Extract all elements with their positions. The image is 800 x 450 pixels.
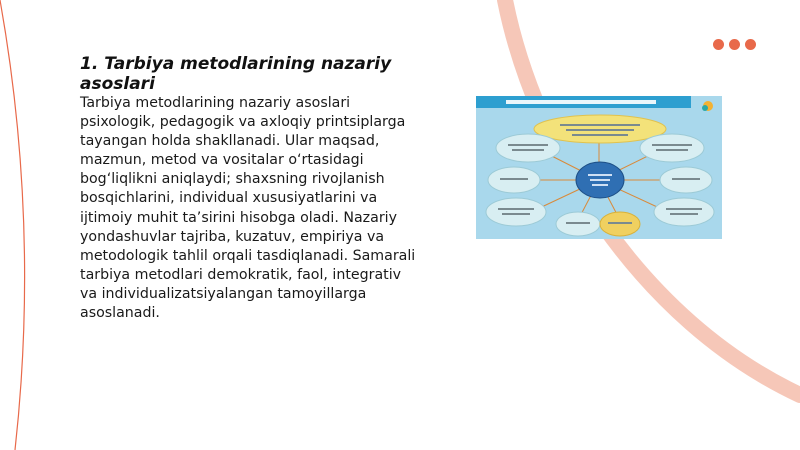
mind-map-diagram-image	[476, 96, 722, 239]
slide-title: 1. Tarbiya metodlarining nazariy asoslari	[80, 54, 392, 94]
left-edge-curve	[0, 0, 25, 450]
three-dots-icon	[713, 39, 756, 50]
slide-body-text: Tarbiya metodlarining nazariy asoslari psixologik, pedagogik va axloqiy printsiplarga tayangan holda shakllanadi. Ular maqsad, mazmun, metod va vositalar o‘rtasidagi bog‘liqlikni aniqlaydi; shaxsning rivojlanish bosqichlarini, individual xususiyatlarini va ijtimoiy muhit ta’sirini hisobga oladi. Nazariy yondashuvlar tajriba, kuzatuv, empiriya va metodologik tahlil orqali tasdiqlanadi. Samarali tarbiya metodlari demokratik, faol, integrativ va individualizatsiyalangan tamoyillarga asoslanadi.	[80, 95, 416, 322]
dot-icon	[713, 39, 724, 50]
dot-icon	[745, 39, 756, 50]
dot-icon	[729, 39, 740, 50]
